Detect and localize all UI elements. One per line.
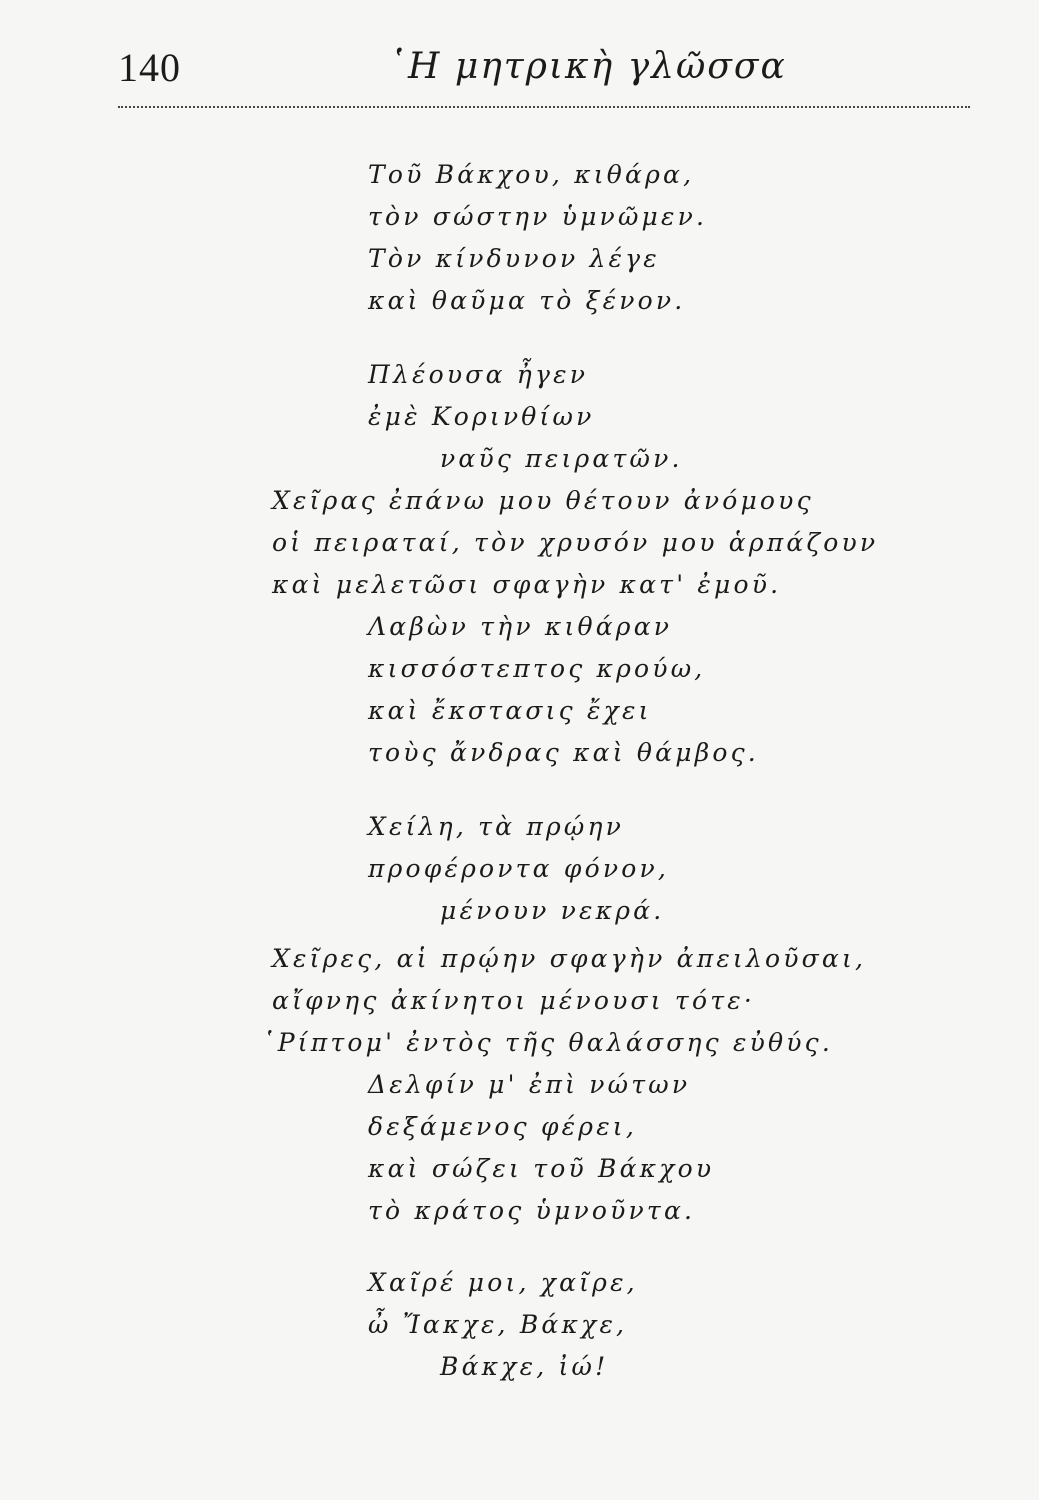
poem-line: τὸ κράτος ὑμνοῦντα. <box>368 1196 696 1225</box>
poem-line: καὶ σώζει τοῦ Βάκχου <box>368 1154 715 1183</box>
poem-line: δεξάμενος φέρει, <box>368 1112 637 1141</box>
poem-line: Χεῖρες, αἱ πρῴην σφαγὴν ἀπειλοῦσαι, <box>272 944 867 973</box>
poem-line: καὶ μελετῶσι σφαγὴν κατ' ἐμοῦ. <box>272 570 782 599</box>
poem-line: Χαῖρέ μοι, χαῖρε, <box>368 1268 638 1297</box>
poem-line: μένουν νεκρά. <box>440 896 665 925</box>
poem-line: ὦ Ἴακχε, Βάκχε, <box>368 1310 628 1339</box>
poem-line: Δελφίν μ' ἐπὶ νώτων <box>368 1070 691 1099</box>
poem-line: κισσόστεπτος κρούω, <box>368 654 706 683</box>
poem-line: προφέροντα φόνον, <box>368 854 670 883</box>
poem-line: Τοῦ Βάκχου, κιθάρα, <box>368 160 695 189</box>
poem-line: Χείλη, τὰ πρῴην <box>368 812 625 841</box>
poem-line: καὶ ἔκστασις ἔχει <box>368 696 652 725</box>
poem-line: Πλέουσα ἦγεν <box>368 360 589 389</box>
poem-line: Χεῖρας ἐπάνω μου θέτουν ἀνόμους <box>272 486 814 515</box>
poem-line: αἴφνης ἀκίνητοι μένουσι τότε· <box>272 986 755 1015</box>
poem-line: οἱ πειραταί, τὸν χρυσόν μου ἁρπάζουν <box>272 528 879 557</box>
poem-line: ἐμὲ Κορινθίων <box>368 402 595 431</box>
poem-line: Τὸν κίνδυνον λέγε <box>368 244 660 273</box>
poem-line: Λαβὼν τὴν κιθάραν <box>368 612 673 641</box>
running-title: ῾Η μητρικὴ γλῶσσα <box>388 46 787 87</box>
poem-line: τοὺς ἄνδρας καὶ θάμβος. <box>368 738 759 767</box>
poem-line: ῾Ρίπτομ' ἐντὸς τῆς θαλάσσης εὐθύς. <box>262 1028 834 1057</box>
poem-line: Βάκχε, ἰώ! <box>440 1352 609 1381</box>
page-number: 140 <box>118 45 181 90</box>
poem-line: τὸν σώστην ὑμνῶμεν. <box>368 202 708 231</box>
poem-line: καὶ θαῦμα τὸ ξένον. <box>368 286 686 315</box>
poem-line: ναῦς πειρατῶν. <box>440 444 683 473</box>
